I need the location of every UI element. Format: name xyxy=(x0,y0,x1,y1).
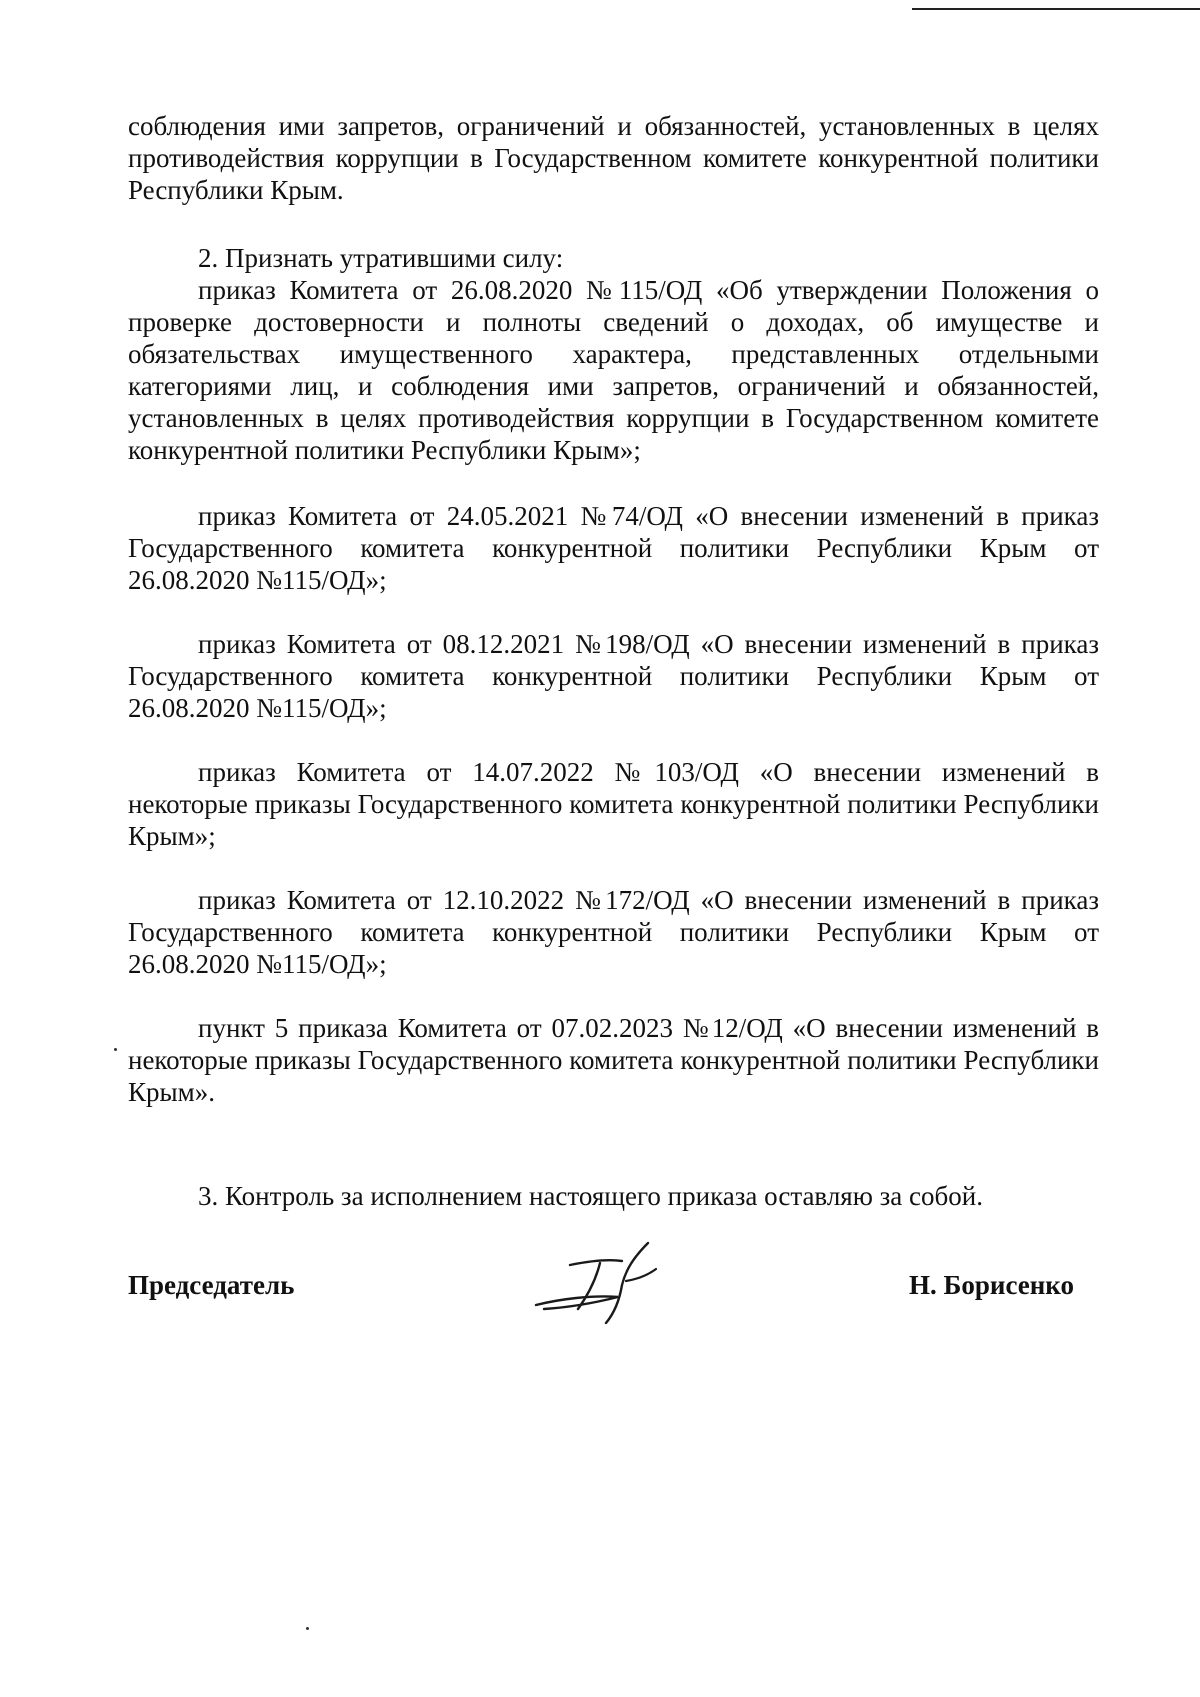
paragraph-continuation: соблюдения ими запретов, ограничений и обязанностей, установленных в целях противодействия коррупции в Государственном комитете конкурентной политики Республики Крым. xyxy=(128,111,1099,205)
paragraph-order-2022-103: приказ Комитета от 14.07.2022 №103/ОД «О внесении изменений в некоторые приказы Государственного комитета конкурентной политики Республики Крым»; xyxy=(128,757,1099,851)
signatory-title: Председатель xyxy=(128,1270,295,1300)
paragraph-order-2023-12: пункт 5 приказа Комитета от 07.02.2023 №12/ОД «О внесении изменений в некоторые приказы Государственного комитета конкурентной политики Республики Крым». xyxy=(128,1013,1099,1107)
paragraph-order-2022-172: приказ Комитета от 12.10.2022 №172/ОД «О внесении изменений в приказ Государственного комитета конкурентной политики Республики Крым от 26.08.2020 №115/ОД»; xyxy=(128,885,1099,979)
paragraph-order-2020-115: приказ Комитета от 26.08.2020 №115/ОД «Об утверждении Положения о проверке достоверности и полноты сведений о доходах, об имуществе и обязательствах имущественного характера, представленных отдельными категориями лиц, и соблюдения ими запретов, ограничений и обязанностей, установленных в целях противодействия коррупции в Государственном комитете конкурентной политики Республики Крым»; xyxy=(128,275,1099,465)
paragraph-item-3-control: 3. Контроль за исполнением настоящего приказа оставляю за собой. xyxy=(198,1181,983,1211)
signatory-name: Н. Борисенко xyxy=(909,1270,1074,1300)
paragraph-order-2021-74: приказ Комитета от 24.05.2021 №74/ОД «О внесении изменений в приказ Государственного комитета конкурентной политики Республики Крым от 26.08.2020 №115/ОД»; xyxy=(128,501,1099,595)
scan-speck xyxy=(114,1048,117,1051)
paragraph-item-2-heading: 2. Признать утратившими силу: xyxy=(198,243,564,273)
paragraph-order-2021-198: приказ Комитета от 08.12.2021 №198/ОД «О внесении изменений в приказ Государственного комитета конкурентной политики Республики Крым от 26.08.2020 №115/ОД»; xyxy=(128,629,1099,723)
handwritten-signature xyxy=(530,1235,670,1330)
scan-speck xyxy=(306,1627,309,1630)
top-edge-line xyxy=(912,8,1200,10)
